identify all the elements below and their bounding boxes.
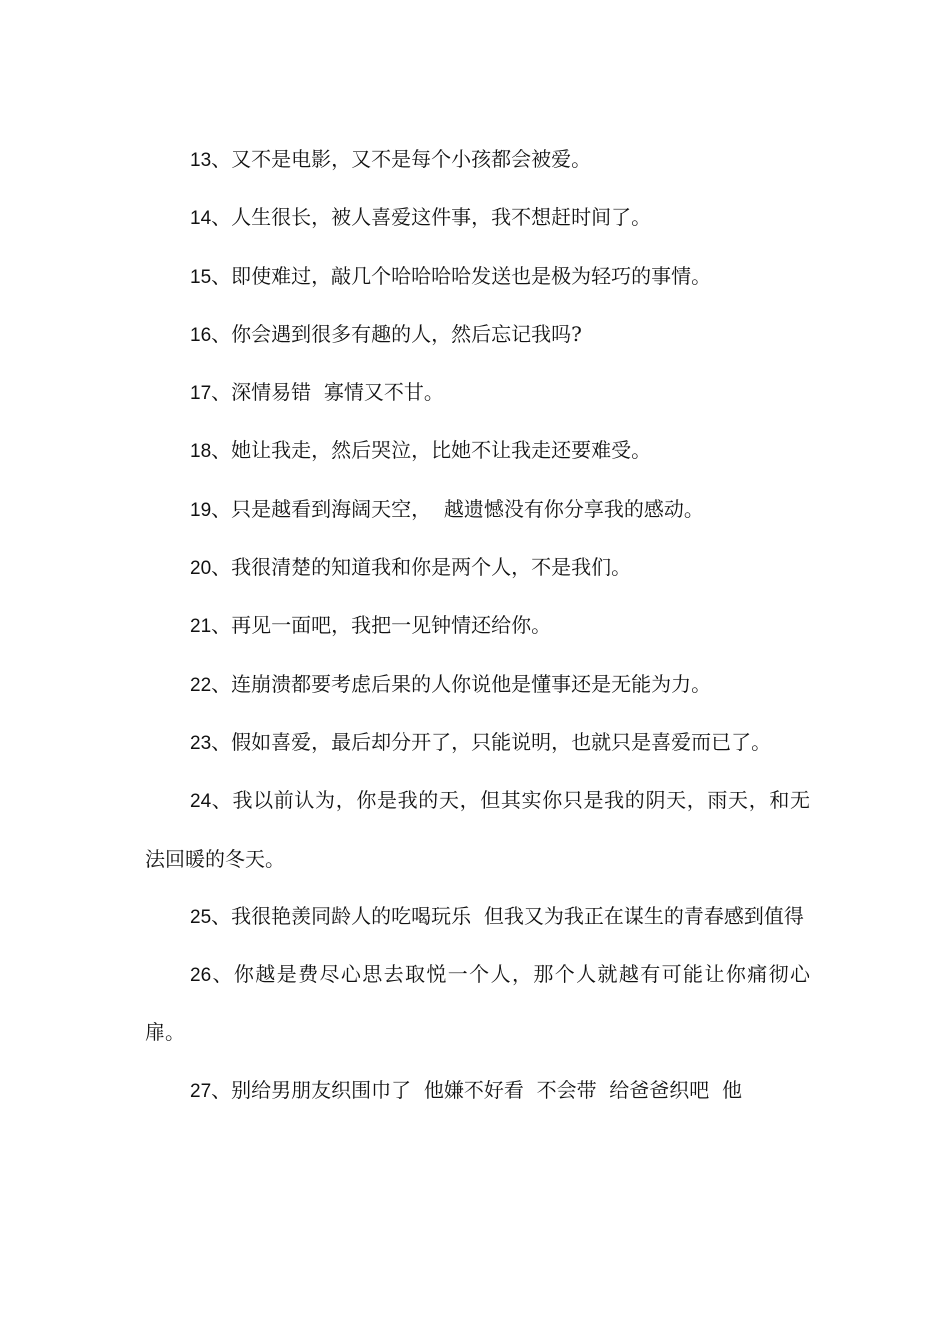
- list-item: [145, 539, 810, 597]
- list-item: [145, 656, 810, 714]
- item-number: 18: [190, 441, 212, 463]
- item-text: 、我很艳羡同龄人的吃喝玩乐 但我又为我正在谋生的青春感到值得: [211, 903, 804, 928]
- item-number: 19: [190, 499, 212, 521]
- list-item: [145, 481, 810, 539]
- list-item: [145, 364, 810, 422]
- item-number: 13: [190, 150, 212, 171]
- item-text: 、人生很长，被人喜爱这件事，我不想赶时间了。: [211, 205, 652, 230]
- item-number: 23: [190, 732, 212, 754]
- item-number: 24: [190, 791, 212, 813]
- list-item: [145, 888, 810, 946]
- item-text: 、再见一面吧，我把一见钟情还给你。: [211, 613, 552, 638]
- item-text: 、我以前认为，你是我的天，但其实你只是我的阴天，雨天，和无法回暖的冬天。: [145, 788, 810, 871]
- list-item: [145, 1062, 810, 1120]
- item-text: 、别给男朋友织围巾了 他嫌不好看 不会带 给爸爸织吧 他: [211, 1077, 742, 1102]
- item-number: 27: [190, 1080, 212, 1102]
- item-text: 、连崩溃都要考虑后果的人你说他是懂事还是无能为力。: [211, 671, 712, 696]
- item-text: 、即使难过，敲几个哈哈哈哈发送也是极为轻巧的事情。: [211, 263, 712, 288]
- item-number: 16: [190, 324, 212, 346]
- item-text: 、只是越看到海阔天空， 越遗憾没有你分享我的感动。: [211, 496, 704, 521]
- list-item: [145, 714, 810, 772]
- list-item: [145, 189, 810, 247]
- list-item: [145, 131, 810, 189]
- item-text: 、深情易错 寡情又不甘。: [211, 380, 444, 405]
- item-text: 、又不是电影，又不是每个小孩都会被爱。: [211, 147, 592, 171]
- item-text: 、你越是费尽心思去取悦一个人，那个人就越有可能让你痛彻心扉。: [145, 962, 810, 1045]
- item-text: 、假如喜爱，最后却分开了，只能说明，也就只是喜爱而已了。: [211, 729, 772, 754]
- list-item: [145, 306, 810, 364]
- item-number: 14: [190, 208, 212, 230]
- list-item: [145, 597, 810, 655]
- item-number: 21: [190, 616, 212, 638]
- item-number: 26: [190, 965, 212, 987]
- item-number: 22: [190, 674, 212, 696]
- item-text: 、你会遇到很多有趣的人，然后忘记我吗?: [211, 321, 582, 346]
- item-text: 、她让我走，然后哭泣，比她不让我走还要难受。: [211, 438, 652, 463]
- list-item: [145, 248, 810, 306]
- list-item: [145, 946, 810, 1062]
- list-item: [145, 422, 810, 480]
- list-item: [145, 772, 810, 888]
- item-text: 、我很清楚的知道我和你是两个人，不是我们。: [211, 555, 632, 580]
- item-number: 17: [190, 383, 212, 405]
- item-number: 25: [190, 906, 212, 928]
- document-body: [145, 131, 810, 1120]
- item-number: 20: [190, 558, 212, 580]
- item-number: 15: [190, 266, 212, 288]
